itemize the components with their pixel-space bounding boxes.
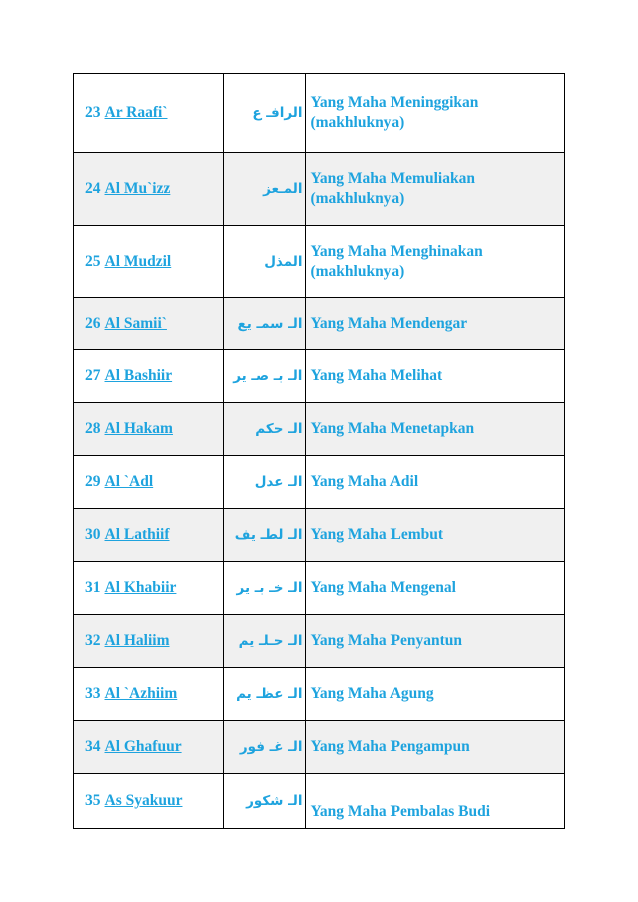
row-number: 31	[85, 579, 101, 596]
row-number: 28	[85, 420, 101, 437]
name-link[interactable]: Al Khabiir	[104, 579, 177, 596]
meaning-text: Yang Maha Mengenal	[306, 562, 565, 615]
arabic-name: الـ حـلـ يم	[224, 615, 306, 668]
row-number: 33	[85, 685, 101, 702]
name-cell	[74, 509, 224, 562]
table-row	[74, 456, 565, 509]
table-row	[74, 403, 565, 456]
arabic-name: الـ بـ صـ ير	[224, 350, 306, 403]
table-row	[74, 509, 565, 562]
table-row	[74, 562, 565, 615]
name-cell	[74, 153, 224, 226]
asmaul-husna-table	[73, 73, 565, 829]
name-link[interactable]: Al Lathiif	[104, 526, 170, 543]
row-number: 29	[85, 473, 101, 490]
name-link[interactable]: Ar Raafi`	[104, 104, 168, 121]
table-row	[74, 226, 565, 298]
name-link[interactable]: Al Haliim	[104, 632, 170, 649]
row-number: 35	[85, 792, 101, 809]
row-number: 32	[85, 632, 101, 649]
table-row	[74, 721, 565, 774]
table-row	[74, 774, 565, 829]
table-row	[74, 350, 565, 403]
row-number: 26	[85, 314, 101, 332]
name-link[interactable]: Al Bashiir	[104, 367, 173, 384]
arabic-name: الـ لطـ يف	[224, 509, 306, 562]
name-link[interactable]: Al Samii`	[104, 314, 167, 332]
meaning-text: Yang Maha Pengampun	[306, 721, 565, 774]
meaning-text: Yang Maha Penyantun	[306, 615, 565, 668]
name-link[interactable]: Al Mudzil	[104, 252, 172, 270]
row-number: 24	[85, 180, 101, 197]
arabic-name: الـ حكم	[224, 403, 306, 456]
name-cell	[74, 74, 224, 153]
name-link[interactable]: Al Ghafuur	[104, 738, 182, 755]
meaning-text: Yang Maha Memuliakan (makhluknya)	[306, 153, 565, 226]
arabic-name: الـ خـ بـ ير	[224, 562, 306, 615]
table-row	[74, 298, 565, 350]
arabic-name: الـ عظـ يم	[224, 668, 306, 721]
name-cell	[74, 456, 224, 509]
table-row	[74, 74, 565, 153]
arabic-name: الرافـ ع	[224, 74, 306, 153]
table-row	[74, 668, 565, 721]
arabic-name: الـ سمـ يع	[224, 298, 306, 350]
row-number: 30	[85, 526, 101, 543]
row-number: 27	[85, 367, 101, 384]
row-number: 25	[85, 252, 101, 270]
table-row	[74, 615, 565, 668]
arabic-name: الـ عدل	[224, 456, 306, 509]
meaning-text: Yang Maha Melihat	[306, 350, 565, 403]
meaning-text: Yang Maha Mendengar	[306, 298, 565, 350]
arabic-name: المـعز	[224, 153, 306, 226]
meaning-text: Yang Maha Lembut	[306, 509, 565, 562]
name-link[interactable]: As Syakuur	[104, 792, 183, 809]
name-cell	[74, 562, 224, 615]
arabic-name: المذل	[224, 226, 306, 298]
meaning-text: Yang Maha Adil	[306, 456, 565, 509]
name-link[interactable]: Al Mu`izz	[104, 180, 171, 197]
name-cell	[74, 226, 224, 298]
name-link[interactable]: Al `Azhiim	[104, 685, 178, 702]
meaning-text: Yang Maha Agung	[306, 668, 565, 721]
meaning-text: Yang Maha Menetapkan	[306, 403, 565, 456]
arabic-name: الـ شكور	[224, 774, 306, 829]
name-cell	[74, 403, 224, 456]
meaning-text: Yang Maha Menghinakan (makhluknya)	[306, 226, 565, 298]
row-number: 34	[85, 738, 101, 755]
name-link[interactable]: Al `Adl	[104, 473, 154, 490]
name-cell	[74, 615, 224, 668]
name-cell	[74, 721, 224, 774]
name-cell	[74, 668, 224, 721]
name-cell	[74, 774, 224, 829]
arabic-name: الـ غـ فور	[224, 721, 306, 774]
table-row	[74, 153, 565, 226]
meaning-text: Yang Maha Meninggikan (makhluknya)	[306, 74, 565, 153]
row-number: 23	[85, 104, 101, 121]
name-cell	[74, 298, 224, 350]
name-link[interactable]: Al Hakam	[104, 420, 173, 437]
name-cell	[74, 350, 224, 403]
meaning-text: Yang Maha Pembalas Budi	[306, 774, 565, 829]
